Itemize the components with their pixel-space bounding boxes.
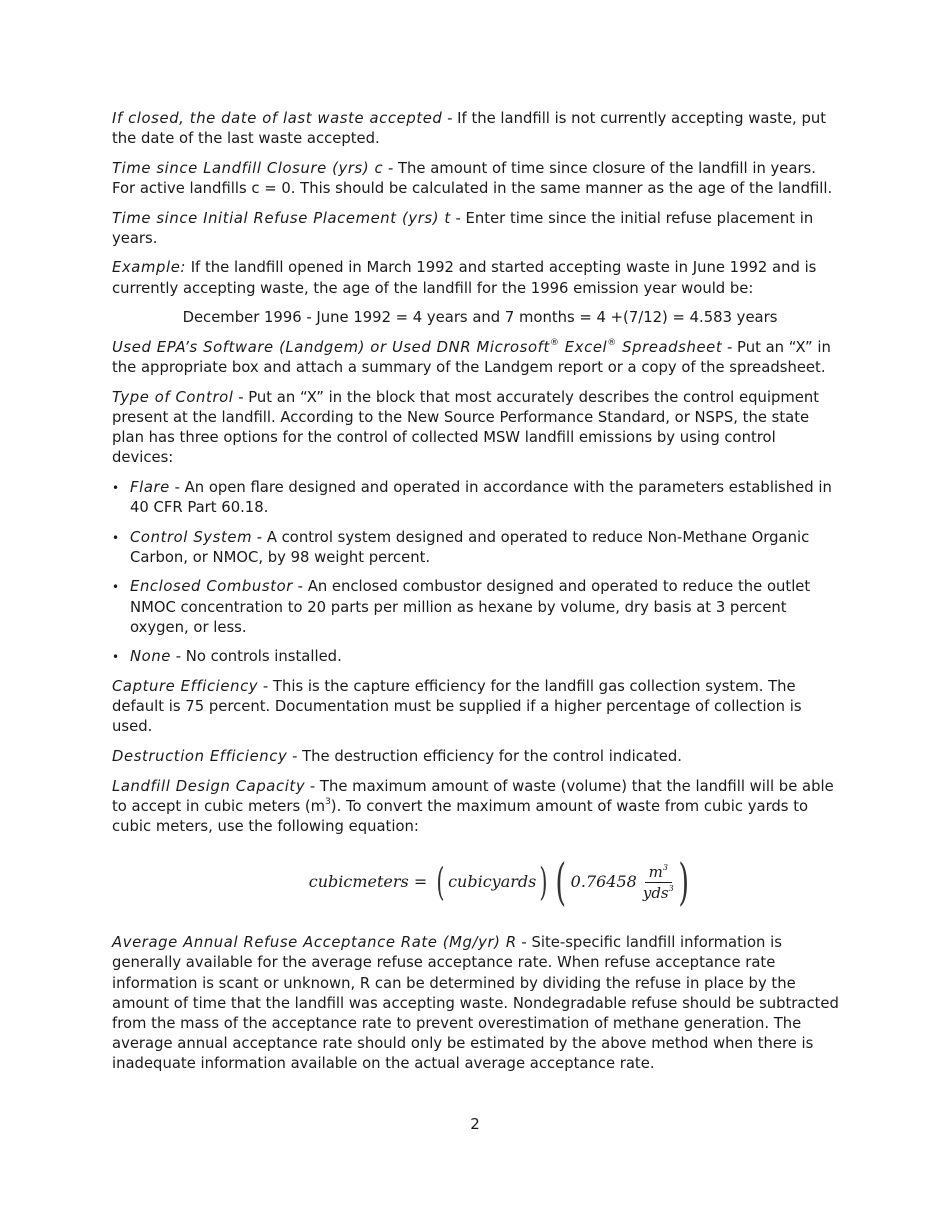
text-destruction-efficiency: - The destruction efficiency for the control indicated. xyxy=(287,747,682,765)
list-item-enclosed-combustor xyxy=(112,577,840,638)
paragraph-acceptance-rate xyxy=(112,933,840,1074)
term-software-c: Spreadsheet xyxy=(616,338,723,356)
list-item-flare xyxy=(112,478,840,518)
term-software-a: Used EPA’s Software (Landgem) or Used DNR Microsoft xyxy=(112,338,550,356)
conversion-equation xyxy=(162,853,840,912)
paren-close-1: ) xyxy=(539,860,548,905)
term-control-system: Control System xyxy=(130,528,253,546)
term-none: None xyxy=(130,648,172,666)
fraction-denominator xyxy=(643,883,674,902)
text-design-capacity-b: ). To convert the maximum amount of waste from cubic yards to cubic meters, use the following equation: xyxy=(112,797,809,835)
equation-fraction xyxy=(643,863,674,902)
text-closure: - The amount of time since closure of the landfill in years. For active landfills c = 0. This should be calculated in the same manner as the age of the landfill. xyxy=(112,159,833,197)
paragraph-destruction-efficiency xyxy=(112,747,840,767)
equation-coef: 0.76458 xyxy=(570,872,637,892)
numerator-exponent: 3 xyxy=(662,862,668,872)
document-page xyxy=(112,109,840,1084)
paragraph-last-waste xyxy=(112,109,840,149)
list-item-none xyxy=(112,647,840,667)
term-software xyxy=(112,339,722,356)
denominator-exponent: 3 xyxy=(668,883,674,893)
term-control-type: Type of Control xyxy=(112,388,234,406)
term-last-waste: If closed, the date of last waste accepted xyxy=(112,110,443,127)
paren-open-2: ( xyxy=(555,853,567,912)
paragraph-capture-efficiency xyxy=(112,677,840,738)
paragraph-example xyxy=(112,258,840,298)
text-control-type: - Put an “X” in the block that most accurately describes the control equipment present at the landfill. According to the New Source Performance Standard, or NSPS, the state plan has three options for the control of collected MSW landfill emissions by using control devices: xyxy=(112,388,820,467)
text-software: - Put an “X” in the appropriate box and attach a summary of the Landgem report or a copy of the spreadsheet. xyxy=(112,338,831,376)
text-capture-efficiency: - This is the capture efficiency for the landfill gas collection system. The default is 75 percent. Documentation must be supplied if a higher percentage of collection is used. xyxy=(112,677,802,736)
text-last-waste: - If the landfill is not currently accepting waste, put the date of the last waste accepted. xyxy=(112,110,827,148)
paren-open-1: ( xyxy=(436,860,445,905)
equation-lhs: cubicmeters = xyxy=(308,872,428,892)
text-none: - No controls installed. xyxy=(171,648,342,666)
registered-mark-2: ® xyxy=(607,337,617,348)
term-enclosed-combustor: Enclosed Combustor xyxy=(130,578,293,596)
cubic-exponent: 3 xyxy=(325,796,331,807)
text-example: If the landfill opened in March 1992 and started accepting waste in June 1992 and is currently accepting waste, the age of the landfill for the 1996 emission year would be: xyxy=(112,259,817,297)
example-calculation: December 1996 - June 1992 = 4 years and 7 months = 4 +(7/12) = 4.583 years xyxy=(182,309,778,327)
text-initial-placement: - Enter time since the initial refuse placement in years. xyxy=(112,209,814,247)
paragraph-closure xyxy=(112,159,840,199)
text-acceptance-rate: - Site-specific landfill information is generally available for the average refuse acceptance rate. When refuse acceptance rate information is scant or unknown, R can be determined by dividing the refuse in place by the amount of time that the landfill was accepting waste. Nondegradable refuse should be subtracted from the mass of the acceptance rate to prevent overestimation of methane generation. The average annual acceptance rate should only be estimated by the above method when there is inadequate information available on the actual average acceptance rate. xyxy=(112,934,839,1073)
term-design-capacity: Landfill Design Capacity xyxy=(112,777,306,795)
fraction-numerator xyxy=(645,863,672,883)
term-example: Example: xyxy=(112,259,186,277)
paragraph-initial-placement xyxy=(112,209,840,249)
page-number: 2 xyxy=(470,1115,480,1133)
term-initial-placement: Time since Initial Refuse Placement (yrs) t xyxy=(112,209,451,227)
denominator-unit: yds xyxy=(642,883,669,902)
text-flare: - An open flare designed and operated in accordance with the parameters established in 40 CFR Part 60.18. xyxy=(130,478,832,516)
term-acceptance-rate: Average Annual Refuse Acceptance Rate (Mg/yr) R xyxy=(112,934,517,952)
term-software-b: Excel xyxy=(559,338,608,356)
text-design-capacity-a: - The maximum amount of waste (volume) that the landfill will be able to accept in cubic meters (m xyxy=(112,777,834,815)
paragraph-design-capacity xyxy=(112,777,840,838)
term-capture-efficiency: Capture Efficiency xyxy=(112,677,259,695)
term-flare: Flare xyxy=(130,478,170,496)
text-enclosed-combustor: - An enclosed combustor designed and operated to reduce the outlet NMOC concentration to 20 parts per million as hexane by volume, dry basis at 3 percent oxygen, or less. xyxy=(130,578,811,636)
equation-var: cubicyards xyxy=(448,872,537,892)
term-closure: Time since Landfill Closure (yrs) c xyxy=(112,159,384,177)
control-options-list xyxy=(112,478,840,668)
term-destruction-efficiency: Destruction Efficiency xyxy=(112,747,288,765)
paragraph-software xyxy=(112,338,840,378)
registered-mark-1: ® xyxy=(549,337,560,348)
list-item-control-system xyxy=(112,528,840,568)
numerator-unit: m xyxy=(648,862,663,881)
paragraph-control-type xyxy=(112,388,840,469)
paren-close-2: ) xyxy=(678,853,689,912)
equation-body xyxy=(308,853,693,912)
text-control-system: - A control system designed and operated to reduce Non-Methane Organic Carbon, or NMOC, by 98 weight percent. xyxy=(130,528,810,566)
